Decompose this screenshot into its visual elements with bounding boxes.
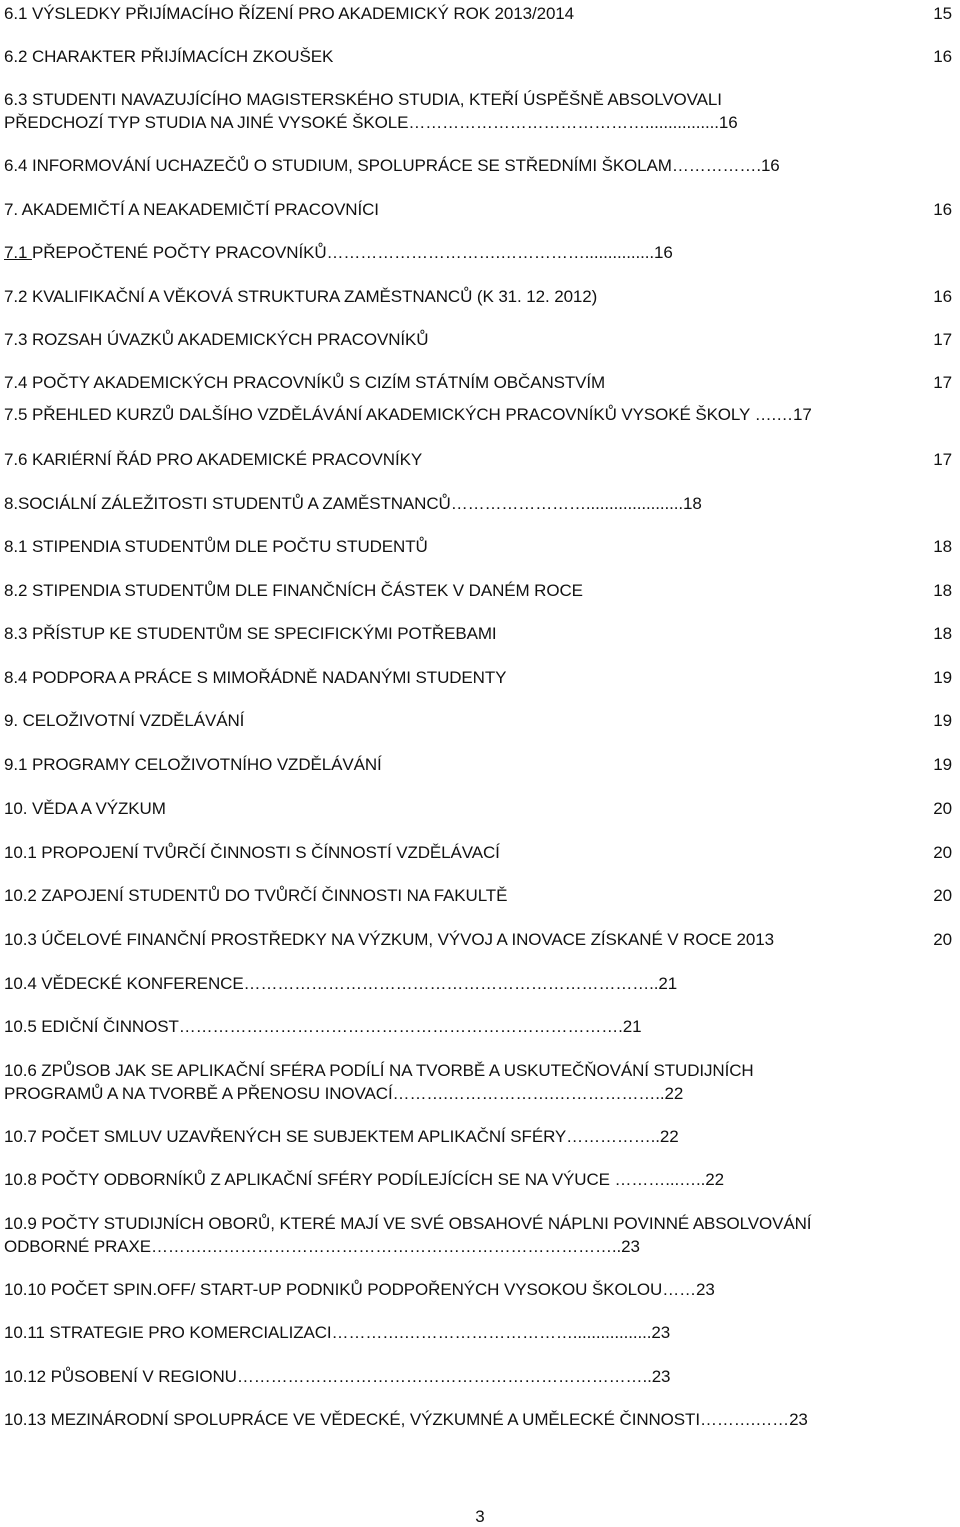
toc-entry-8-4[interactable]: 8.4 PODPORA A PRÁCE S MIMOŘÁDNĚ NADANÝMI STUDENTY 19 <box>4 668 952 687</box>
toc-entry-7[interactable]: 7. AKADEMIČTÍ A NEAKADEMIČTÍ PRACOVNÍCI 16 <box>4 200 952 219</box>
toc-page-number: 19 <box>933 668 952 687</box>
toc-entry-8-1[interactable]: 8.1 STIPENDIA STUDENTŮM DLE POČTU STUDENTŮ 18 <box>4 537 952 556</box>
toc-entry-6-2[interactable]: 6.2 CHARAKTER PŘIJÍMACÍCH ZKOUŠEK 16 <box>4 47 952 66</box>
toc-entry-10-2[interactable]: 10.2 ZAPOJENÍ STUDENTŮ DO TVŮRČÍ ČINNOSTI NA FAKULTĚ 20 <box>4 886 952 905</box>
toc-page-number: 20 <box>933 799 952 818</box>
toc-page-number: 20 <box>933 886 952 905</box>
toc-page-number: 15 <box>933 4 952 23</box>
toc-entry-10-7[interactable]: 10.7 POČET SMLUV UZAVŘENÝCH SE SUBJEKTEM APLIKAČNÍ SFÉRY……………..22 <box>4 1127 679 1146</box>
toc-page-number: 19 <box>933 711 952 730</box>
toc-page-number: 20 <box>933 930 952 949</box>
toc-entry-7-5[interactable]: 7.5 PŘEHLED KURZŮ DALŠÍHO VZDĚLÁVÁNÍ AKADEMICKÝCH PRACOVNÍKŮ VYSOKÉ ŠKOLY ….…17 <box>4 405 812 424</box>
toc-entry-9[interactable]: 9. CELOŽIVOTNÍ VZDĚLÁVÁNÍ 19 <box>4 711 952 730</box>
toc-entry-8[interactable]: 8.SOCIÁLNÍ ZÁLEŽITOSTI STUDENTŮ A ZAMĚSTNANCŮ…………………….....................18 <box>4 494 702 513</box>
toc-entry-10-6[interactable]: 10.6 ZPŮSOB JAK SE APLIKAČNÍ SFÉRA PODÍLÍ NA TVORBĚ A USKUTEČŇOVÁNÍ STUDIJNÍCH PROGRAMŮ A NA TVORBĚ A PŘENOSU INOVACÍ……….……………….………………..22 <box>4 1061 754 1103</box>
toc-page-number: 16 <box>933 200 952 219</box>
toc-entry-10-5[interactable]: 10.5 EDIČNÍ ČINNOST…………………………………………………………………….21 <box>4 1017 642 1036</box>
toc-entry-10-11[interactable]: 10.11 STRATEGIE PRO KOMERCIALIZACI………….………………………….................23 <box>4 1323 671 1342</box>
toc-page-number: 18 <box>933 581 952 600</box>
toc-entry-7-4[interactable]: 7.4 POČTY AKADEMICKÝCH PRACOVNÍKŮ S CIZÍM STÁTNÍM OBČANSTVÍM 17 <box>4 373 952 392</box>
toc-entry-6-1[interactable]: 6.1 VÝSLEDKY PŘIJÍMACÍHO ŘÍZENÍ PRO AKADEMICKÝ ROK 2013/2014 15 <box>4 4 952 23</box>
toc-entry-10-1[interactable]: 10.1 PROPOJENÍ TVŮRČÍ ČINNOSTI S ČÍNNOSTÍ VZDĚLÁVACÍ 20 <box>4 843 952 862</box>
toc-entry-6-4[interactable]: 6.4 INFORMOVÁNÍ UCHAZEČŮ O STUDIUM, SPOLUPRÁCE SE STŘEDNÍMI ŠKOLAM…………….16 <box>4 156 780 175</box>
toc-page-number: 17 <box>933 330 952 349</box>
toc-page-number: 19 <box>933 755 952 774</box>
toc-entry-10-3[interactable]: 10.3 ÚČELOVÉ FINANČNÍ PROSTŘEDKY NA VÝZKUM, VÝVOJ A INOVACE ZÍSKANÉ V ROCE 2013 20 <box>4 930 952 949</box>
toc-entry-8-3[interactable]: 8.3 PŘÍSTUP KE STUDENTŮM SE SPECIFICKÝMI POTŘEBAMI 18 <box>4 624 952 643</box>
toc-entry-10-12[interactable]: 10.12 PŮSOBENÍ V REGIONU………………………………………………………………..23 <box>4 1367 671 1386</box>
toc-entry-10-9[interactable]: 10.9 POČTY STUDIJNÍCH OBORŮ, KTERÉ MAJÍ VE SVÉ OBSAHOVÉ NÁPLNI POVINNÉ ABSOLVOVÁNÍ ODBORNÉ PRAXE……….………………………………………………………………..23 <box>4 1214 812 1256</box>
toc-entry-9-1[interactable]: 9.1 PROGRAMY CELOŽIVOTNÍHO VZDĚLÁVÁNÍ 19 <box>4 755 952 774</box>
toc-page-number: 17 <box>933 450 952 469</box>
toc-page-number: 16 <box>933 287 952 306</box>
toc-entry-10-4[interactable]: 10.4 VĚDECKÉ KONFERENCE………………………………………………………………..21 <box>4 974 678 993</box>
toc-page-number: 20 <box>933 843 952 862</box>
toc-entry-10-13[interactable]: 10.13 MEZINÁRODNÍ SPOLUPRÁCE VE VĚDECKÉ, VÝZKUMNÉ A UMĚLECKÉ ČINNOSTI……….……23 <box>4 1410 808 1429</box>
toc-entry-8-2[interactable]: 8.2 STIPENDIA STUDENTŮM DLE FINANČNÍCH ČÁSTEK V DANÉM ROCE 18 <box>4 581 952 600</box>
page-number: 3 <box>475 1507 485 1526</box>
toc-page-number: 16 <box>933 47 952 66</box>
toc-entry-10[interactable]: 10. VĚDA A VÝZKUM 20 <box>4 799 952 818</box>
toc-entry-10-8[interactable]: 10.8 POČTY ODBORNÍKŮ Z APLIKAČNÍ SFÉRY PODÍLEJÍCÍCH SE NA VÝUCE ………...…..22 <box>4 1170 724 1189</box>
toc-entry-7-1[interactable]: 7.1 PŘEPOČTENÉ POČTY PRACOVNÍKŮ………………………….……………...............16 <box>4 243 673 262</box>
toc-page-number: 17 <box>933 373 952 392</box>
toc-entry-6-3[interactable]: 6.3 STUDENTI NAVAZUJÍCÍHO MAGISTERSKÉHO STUDIA, KTEŘÍ ÚSPĚŠNĚ ABSOLVOVALI PŘEDCHOZÍ TYP STUDIA NA JINÉ VYSOKÉ ŠKOLE……………………………………................16 <box>4 90 738 132</box>
toc-entry-7-6[interactable]: 7.6 KARIÉRNÍ ŘÁD PRO AKADEMICKÉ PRACOVNÍKY 17 <box>4 450 952 469</box>
toc-entry-10-10[interactable]: 10.10 POČET SPIN.OFF/ START-UP PODNIKŮ PODPOŘENÝCH VYSOKOU ŠKOLOU……23 <box>4 1280 715 1299</box>
toc-page-number: 18 <box>933 537 952 556</box>
toc-page-number: 18 <box>933 624 952 643</box>
toc-entry-7-2[interactable]: 7.2 KVALIFIKAČNÍ A VĚKOVÁ STRUKTURA ZAMĚSTNANCŮ (K 31. 12. 2012) 16 <box>4 287 952 306</box>
toc-entry-7-3[interactable]: 7.3 ROZSAH ÚVAZKŮ AKADEMICKÝCH PRACOVNÍKŮ 17 <box>4 330 952 349</box>
